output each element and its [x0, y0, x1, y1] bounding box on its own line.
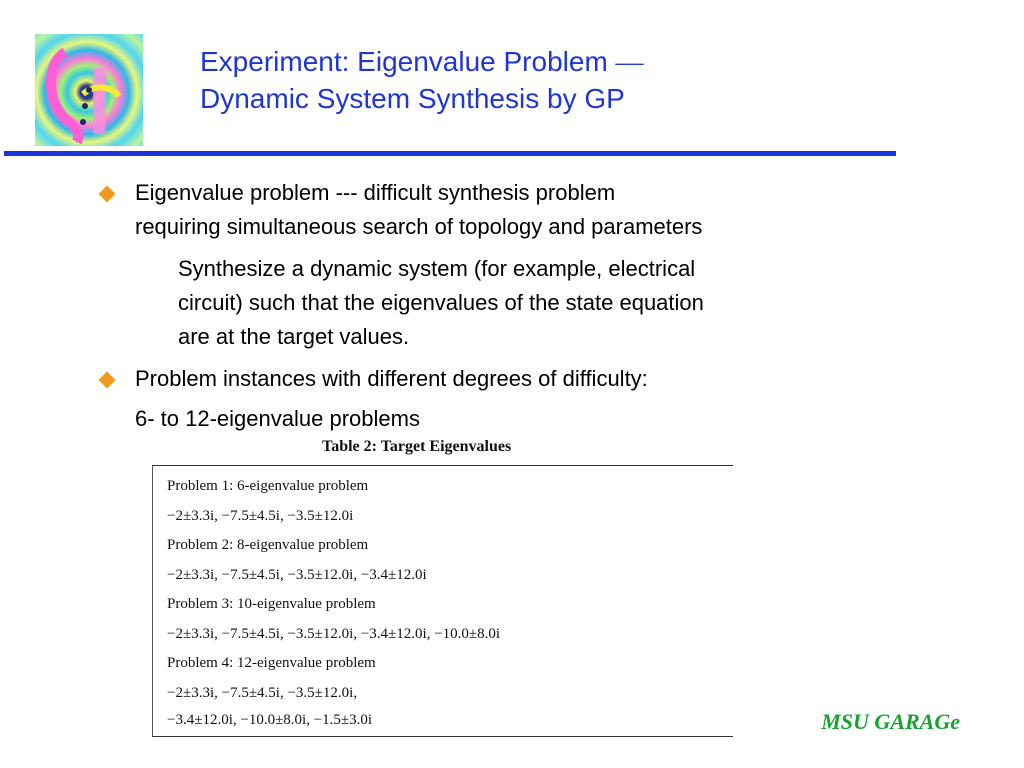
table-caption: Table 2: Target Eigenvalues	[322, 438, 512, 455]
table-row: Problem 2: 8-eigenvalue problem	[167, 537, 369, 553]
bullet-1-line-1: Eigenvalue problem --- difficult synthesis problem	[135, 180, 616, 205]
table-row: −3.4±12.0i, −10.0±8.0i, −1.5±3.0i	[167, 712, 373, 728]
table-row: −2±3.3i, −7.5±4.5i, −3.5±12.0i,	[167, 685, 358, 701]
table-row: −2±3.3i, −7.5±4.5i, −3.5±12.0i, −3.4±12.0i, −10.0±8.0i	[167, 626, 501, 642]
table-row: Problem 1: 6-eigenvalue problem	[167, 478, 369, 494]
bullet-2-line-1: Problem instances with different degrees of difficulty:	[135, 366, 648, 391]
table-row: −2±3.3i, −7.5±4.5i, −3.5±12.0i, −3.4±12.0i	[167, 567, 427, 583]
bullet-1-sub-line-1: Synthesize a dynamic system (for example, electrical	[178, 256, 696, 281]
bullet-1-sub-line-3: are at the target values.	[178, 324, 410, 349]
title-divider	[4, 151, 896, 156]
eigenvalue-table	[152, 465, 733, 737]
table-row: −2±3.3i, −7.5±4.5i, −3.5±12.0i	[167, 508, 354, 524]
garage-logo-icon	[35, 34, 143, 146]
title-dash: —	[615, 47, 644, 78]
diamond-bullet-icon	[99, 372, 116, 389]
bullet-1-line-2: requiring simultaneous search of topology and parameters	[135, 214, 703, 239]
footer-label: MSU GARAGe	[821, 709, 960, 734]
table-row: Problem 3: 10-eigenvalue problem	[167, 596, 376, 612]
title-line-2: Dynamic System Synthesis by GP	[200, 83, 625, 114]
diamond-bullet-icon	[99, 186, 116, 203]
slide-title	[200, 44, 644, 117]
title-line-1: Experiment: Eigenvalue Problem	[200, 46, 616, 77]
bullet-2-sub-line-1: 6- to 12-eigenvalue problems	[135, 406, 420, 431]
table-row: Problem 4: 12-eigenvalue problem	[167, 655, 376, 671]
bullet-1-sub-line-2: circuit) such that the eigenvalues of the state equation	[178, 290, 704, 315]
